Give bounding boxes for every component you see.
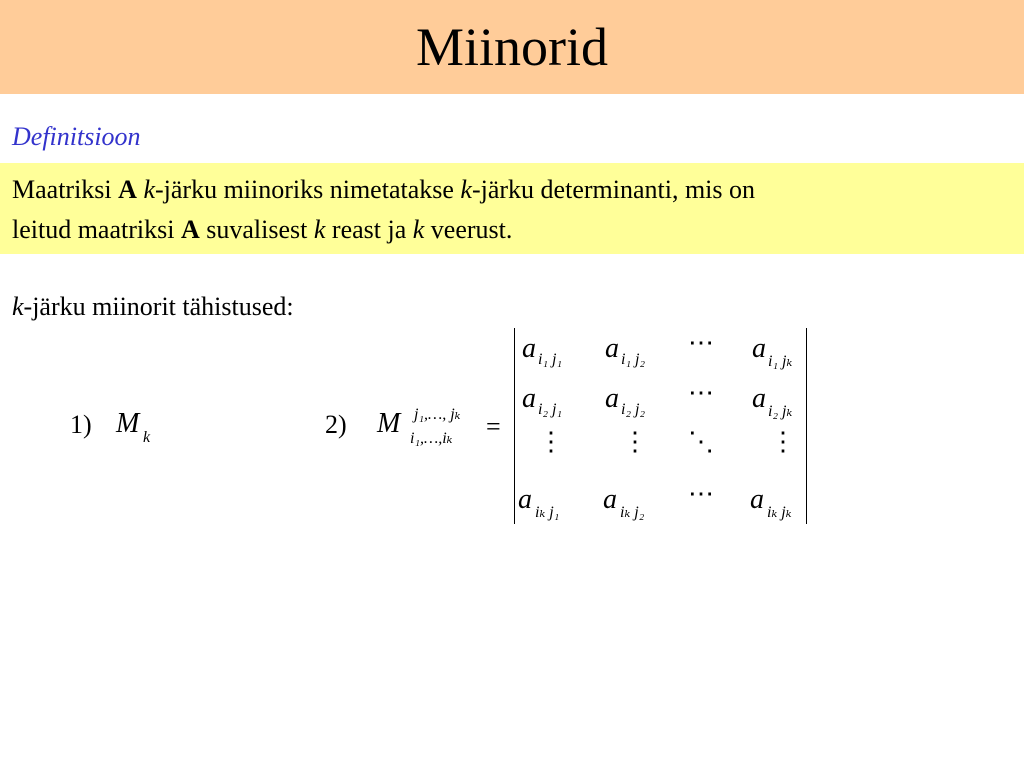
notation-line <box>12 292 294 322</box>
matrix-entry-index: i₁ jₖ <box>768 353 793 370</box>
definition-label: Definitsioon <box>12 122 141 151</box>
def-text: Maatriksi <box>12 175 119 204</box>
matrix-entry: a <box>518 484 532 515</box>
matrix-entry-index: iₖ j₁ <box>535 504 560 521</box>
matrix-entry-index: i₂ j₂ <box>621 401 646 418</box>
slide-title: Miinorid <box>415 17 608 77</box>
matrix-entry-index: iₖ jₖ <box>767 504 792 521</box>
formula-2-superscript: j₁,…, jₖ <box>414 406 461 423</box>
k-symbol: k <box>313 215 326 244</box>
definition-line-2 <box>12 215 512 245</box>
def-text: -järku miinoriks nimetatakse <box>154 175 461 204</box>
matrix-entry: a <box>603 484 617 515</box>
matrix-entry: a <box>605 333 619 364</box>
matrix-entry: a <box>605 383 619 414</box>
def-text: leitud maatriksi <box>12 215 181 244</box>
def-text: veerust. <box>424 215 513 244</box>
matrix-entry-index: iₖ j₂ <box>620 504 645 521</box>
matrix-entry-index: i₂ jₖ <box>768 403 793 420</box>
formula-2-subscript: i₁,…,iₖ <box>410 430 453 447</box>
matrix-symbol: A <box>118 175 137 204</box>
notation-text: -järku miinorit tähistused: <box>23 292 294 321</box>
k-symbol: k <box>412 215 425 244</box>
formula-1-symbol: M <box>116 408 140 439</box>
matrix-entry-index: i₂ j₁ <box>538 401 563 418</box>
matrix-entry: a <box>752 383 766 414</box>
formula-2-symbol: M <box>377 408 401 439</box>
matrix-hdots: ⋯ <box>688 479 714 508</box>
def-text: reast ja <box>325 215 413 244</box>
matrix-symbol: A <box>180 215 200 244</box>
formula-1-number: 1) <box>70 410 92 439</box>
formula-1-subscript: k <box>143 429 151 446</box>
definition-line-1 <box>12 175 755 205</box>
k-symbol: k <box>143 175 155 204</box>
matrix-entry: a <box>750 484 764 515</box>
matrix-entry: a <box>522 333 536 364</box>
matrix-entry: a <box>522 383 536 414</box>
equals-sign: = <box>486 412 501 441</box>
determinant-left-bar <box>514 328 515 524</box>
matrix-vdots: ⋮ <box>770 427 796 456</box>
matrix-hdots: ⋯ <box>688 378 714 407</box>
k-symbol: k <box>12 292 24 321</box>
k-symbol: k <box>460 175 472 204</box>
matrix-entry-index: i₁ j₁ <box>538 351 563 368</box>
determinant-right-bar <box>806 328 807 524</box>
formula-2-number: 2) <box>325 410 347 439</box>
definition-box <box>0 163 1024 254</box>
matrix-entry-index: i₁ j₂ <box>621 351 646 368</box>
matrix-hdots: ⋯ <box>688 328 714 357</box>
matrix-vdots: ⋮ <box>622 427 648 456</box>
matrix-ddots: ⋱ <box>688 427 714 456</box>
matrix-entry: a <box>752 333 766 364</box>
def-text: suvalisest <box>199 215 314 244</box>
matrix-vdots: ⋮ <box>538 427 564 456</box>
def-text: -järku determinanti, mis on <box>471 175 756 204</box>
